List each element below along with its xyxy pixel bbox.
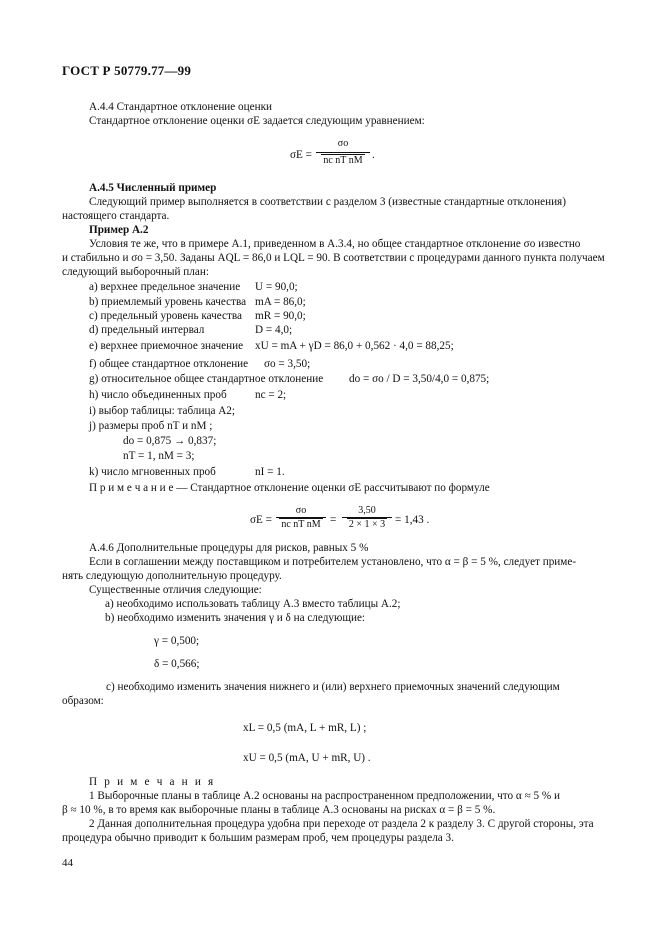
formula-upper-acceptance: xU = 0,5 (mA, U + mR, U) .: [243, 752, 371, 764]
formula2-numerator1: σo: [295, 505, 307, 516]
section-a46-item-c-line2: образом:: [62, 695, 104, 707]
formula1-lhs: σE =: [290, 149, 312, 161]
section-a46-item-c-line1: с) необходимо изменить значения нижнего и (или) верхнего приемочных значений следующим: [106, 681, 560, 693]
formula1-bar: [316, 152, 370, 153]
plan-item-f-label: f) общее стандартное отклонение: [89, 358, 249, 370]
plan-item-j: j) размеры проб nT и nM ;: [89, 420, 213, 432]
plan-item-g-label: g) относительное общее стандартное отклонение: [89, 373, 324, 385]
plan-item-i: i) выбор таблицы: таблица А2;: [89, 405, 235, 417]
example-title: Пример А.2: [89, 224, 149, 236]
section-a46-title: А.4.6 Дополнительные процедуры для рисков, равных 5 %: [89, 542, 369, 554]
section-a45-title: А.4.5 Численный пример: [89, 182, 217, 194]
note-formula-intro: П р и м е ч а н и е — Стандартное отклонение оценки σE рассчитывают по формуле: [89, 482, 490, 494]
plan-item-e-value: xU = mA + γD = 86,0 + 0,562 · 4,0 = 88,25;: [255, 340, 454, 352]
formula1-numerator: σo: [337, 138, 349, 149]
section-a46-p1: Если в соглашении между поставщиком и потребителем установлено, что α = β = 5 %, следует приме-: [89, 556, 577, 568]
formula1-fraction: [316, 138, 370, 168]
plan-item-c-label: с) предельный уровень качества: [89, 310, 242, 322]
section-a46-item-b: b) необходимо изменить значения γ и δ на следующие:: [105, 612, 366, 624]
formula2-equals: =: [330, 514, 337, 526]
plan-item-j-sizes: nT = 1, nM = 3;: [123, 450, 195, 462]
example-paragraph-line3: следующий выборочный план:: [62, 266, 209, 278]
plan-item-a-label: а) верхнее предельное значение: [89, 281, 241, 293]
formula2-numerator2: 3,50: [358, 505, 376, 516]
section-a46-p2: нять следующую дополнительную процедуру.: [62, 570, 282, 582]
formula2-result: = 1,43 .: [395, 514, 430, 526]
formula2-fraction1: [276, 505, 326, 533]
gamma-value: γ = 0,500;: [154, 635, 200, 647]
plan-item-d-value: D = 4,0;: [255, 324, 293, 336]
notes-title: П р и м е ч а н и я: [89, 776, 216, 788]
plan-item-j-do: do = 0,875 → 0,837;: [123, 435, 217, 447]
plan-item-g-value: do = σo / D = 3,50/4,0 = 0,875;: [349, 373, 490, 385]
section-a46-item-a: а) необходимо использовать таблицу А.3 вместо таблицы А.2;: [105, 598, 401, 610]
plan-item-h-label: h) число объединенных проб: [89, 389, 227, 401]
formula2-denominator2: 2 × 1 × 3: [348, 519, 386, 530]
page-header: ГОСТ Р 50779.77—99: [62, 63, 192, 78]
plan-item-a: [89, 280, 240, 294]
plan-item-b-label: b) приемлемый уровень качества: [89, 296, 247, 308]
plan-item-e-label: e) верхнее приемочное значение: [89, 340, 244, 352]
note-2-line1: 2 Данная дополнительная процедура удобна при переходе от раздела 2 к разделу 3. С другой стороны, эта: [89, 818, 594, 830]
section-a46-p3: Существенные отличия следующие:: [89, 584, 262, 596]
formula-lower-acceptance: xL = 0,5 (mA, L + mR, L) ;: [243, 722, 367, 734]
plan-item-h-value: nc = 2;: [255, 389, 287, 401]
formula2-lhs: σE =: [250, 514, 272, 526]
page-number: 44: [62, 857, 73, 869]
plan-item-k-label: k) число мгновенных проб: [89, 466, 216, 478]
formula1-denominator: nc nT nM: [323, 155, 363, 166]
formula1-tail: .: [372, 149, 375, 161]
delta-value: δ = 0,566;: [154, 658, 200, 670]
formula2-denominator1: nc nT nM: [281, 519, 321, 530]
plan-item-f-value: σo = 3,50;: [264, 358, 311, 370]
example-paragraph-line2: и стабильно и σo = 3,50. Заданы AQL = 86,0 и LQL = 90. В соответствии с процедурами данного пункта получаем: [62, 252, 605, 264]
note-2-line2: процедура обычно приводит к большим размерам проб, чем процедуры раздела 3.: [62, 832, 454, 844]
plan-item-a-value: U = 90,0;: [255, 281, 298, 293]
example-paragraph-line1: Условия те же, что в примере А.1, приведенном в А.3.4, но общее стандартное отклонение σo известно: [89, 238, 581, 250]
formula2-fraction2: [342, 505, 392, 533]
plan-item-k-value: nI = 1.: [255, 466, 285, 478]
plan-item-c-value: mR = 90,0;: [255, 310, 306, 322]
section-a44-title: А.4.4 Стандартное отклонение оценки: [89, 101, 273, 113]
section-a44-text: Стандартное отклонение оценки σE задается следующим уравнением:: [89, 115, 425, 127]
section-a45-text1: Следующий пример выполняется в соответствии с разделом 3 (известные стандартные отклонения): [89, 196, 566, 208]
plan-item-d-label: d) предельный интервал: [89, 324, 205, 336]
plan-item-b-value: mA = 86,0;: [255, 296, 306, 308]
note-1-line2: β ≈ 10 %, в то время как выборочные планы в таблице А.3 основаны на рисках α = β = 5 %.: [62, 804, 496, 816]
note-1-line1: 1 Выборочные планы в таблице А.2 основаны на распространенном предположении, что α ≈ 5 % и: [89, 790, 561, 802]
section-a45-text2: настоящего стандарта.: [62, 210, 170, 222]
